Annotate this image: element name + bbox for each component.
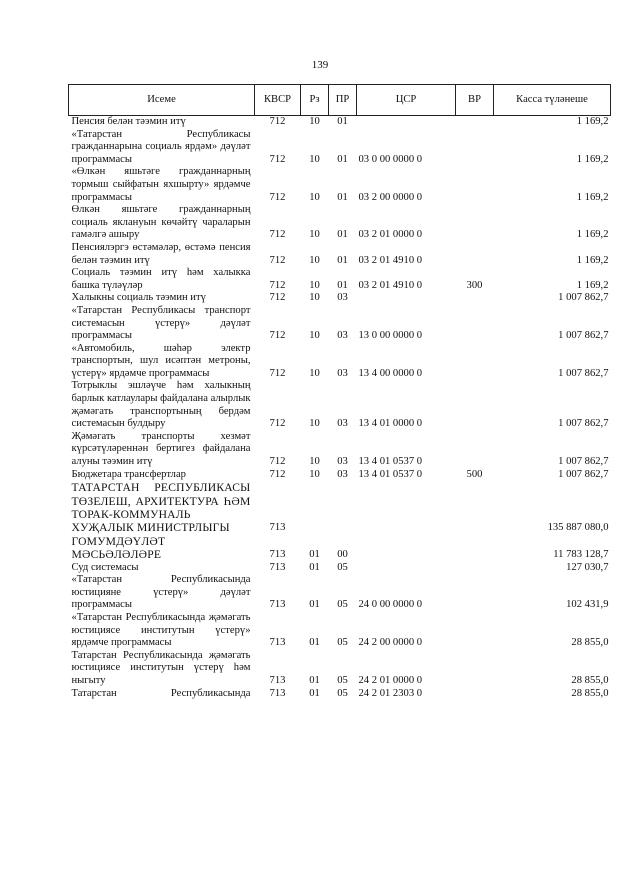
table-row	[69, 688, 611, 701]
cell-rz: 01	[309, 549, 320, 561]
cell-csr	[357, 535, 456, 562]
cell-vr	[456, 166, 494, 204]
cell-amount: 1 169,2	[576, 279, 609, 291]
header-rz: Рз	[301, 85, 329, 116]
cell-name: «Татарстан Республикасында җәмәгать юстициясе институтын үстерү» ярдәмче программасы	[71, 612, 251, 649]
cell-vr	[456, 204, 494, 242]
cell-name: Бюджетара трансфертлар	[71, 468, 186, 480]
header-csr: ЦСР	[357, 85, 456, 116]
cell-vr	[456, 574, 494, 612]
header-pr: ПР	[329, 85, 357, 116]
cell-rz: 10	[309, 367, 320, 379]
cell-kvsr: 712	[269, 153, 286, 165]
cell-csr: 24 2 01 0000 0	[358, 675, 423, 686]
cell-rz: 01	[309, 675, 320, 686]
cell-name: «Татарстан Республикасы гражданнарына социаль ярдәм» дәүләт программасы	[71, 128, 251, 165]
cell-name: «Автомобиль, шәһәр электр транспортын, шул исәптән метроны, үстерү» ярдәмче программасы	[71, 342, 251, 379]
cell-pr	[329, 481, 357, 535]
cell-vr	[456, 242, 494, 267]
cell-name: Суд системасы	[71, 561, 139, 573]
cell-rz: 10	[309, 418, 320, 430]
cell-csr: 24 2 01 2303 0	[358, 687, 423, 699]
table-row	[69, 469, 611, 482]
header-kassa: Касса түләнеше	[494, 85, 611, 116]
cell-name: Пенсия белән тәэмин итү	[71, 116, 186, 127]
table-row	[69, 129, 611, 167]
cell-kvsr: 712	[269, 418, 286, 430]
cell-rz: 01	[309, 599, 320, 611]
cell-name: ТАТАРСТАН РЕСПУБЛИКАСЫ ТӨЗЕЛЕШ, АРХИТЕКТУРА ҺӘМ ТОРАК-КОММУНАЛЬ ХУҖАЛЫК МИНИСТРЛЫГЫ	[71, 481, 251, 535]
cell-csr: 24 0 00 0000 0	[358, 599, 423, 611]
cell-amount: 1 169,2	[576, 229, 609, 241]
table-row	[69, 267, 611, 292]
table-row	[69, 116, 611, 129]
cell-vr	[456, 116, 494, 129]
table-row	[69, 166, 611, 204]
cell-amount: 28 855,0	[571, 675, 609, 686]
cell-rz: 10	[309, 292, 320, 304]
cell-kvsr: 712	[269, 367, 286, 379]
cell-vr: 300	[466, 279, 483, 291]
cell-rz: 01	[309, 637, 320, 649]
table-row	[69, 574, 611, 612]
cell-vr	[456, 481, 494, 535]
cell-amount: 1 169,2	[576, 116, 609, 127]
cell-csr	[357, 292, 456, 305]
cell-pr: 05	[337, 687, 348, 699]
cell-csr: 13 4 01 0000 0	[358, 418, 423, 430]
table-row	[69, 292, 611, 305]
cell-kvsr: 713	[269, 549, 286, 561]
cell-rz: 10	[309, 229, 320, 241]
cell-kvsr: 713	[269, 687, 286, 699]
cell-vr	[456, 688, 494, 701]
cell-pr: 00	[337, 549, 348, 561]
cell-pr: 05	[337, 675, 348, 686]
cell-name: Тотрыклы эшләүче һәм халыкның барлык катлаулары файдалана алырлык җәмәгать транспортының бердәм системасын булдыру	[71, 380, 251, 430]
cell-pr: 03	[337, 456, 348, 468]
cell-kvsr: 713	[269, 675, 286, 686]
cell-vr	[456, 431, 494, 469]
cell-pr: 05	[337, 561, 348, 573]
cell-csr: 13 4 00 0000 0	[358, 367, 423, 379]
cell-kvsr: 712	[269, 330, 286, 342]
cell-csr: 13 4 01 0537 0	[358, 456, 423, 468]
cell-name: ГОМУМДӘҮЛӘТ МӘСЬӘЛӘЛӘРЕ	[71, 534, 166, 562]
cell-vr	[456, 535, 494, 562]
cell-kvsr: 713	[269, 637, 286, 649]
cell-pr: 01	[337, 191, 348, 203]
cell-kvsr: 712	[269, 116, 286, 127]
header-vr: ВР	[456, 85, 494, 116]
cell-kvsr: 712	[269, 292, 286, 304]
cell-amount: 135 887 080,0	[547, 522, 609, 534]
table-row	[69, 481, 611, 535]
cell-name: Халыкны социаль тәэмин итү	[71, 292, 206, 304]
cell-vr	[456, 380, 494, 430]
budget-table	[68, 84, 611, 700]
cell-kvsr: 712	[269, 254, 286, 266]
cell-amount: 28 855,0	[571, 687, 609, 699]
table-row	[69, 431, 611, 469]
cell-csr	[357, 481, 456, 535]
header-name: Исеме	[69, 85, 255, 116]
cell-pr: 01	[337, 254, 348, 266]
cell-kvsr: 712	[269, 229, 286, 241]
cell-pr: 03	[337, 418, 348, 430]
cell-name: Татарстан Республикасында	[71, 687, 251, 699]
cell-csr	[357, 116, 456, 129]
cell-rz: 01	[309, 687, 320, 699]
cell-kvsr: 713	[269, 599, 286, 611]
table-header-row	[69, 85, 611, 116]
cell-kvsr: 712	[269, 279, 286, 291]
cell-pr: 01	[337, 229, 348, 241]
cell-name: Татарстан Республикасында җәмәгать юстициясе институтын үстерү һәм ныгыту	[71, 649, 251, 686]
page-number: 139	[311, 59, 329, 71]
cell-vr: 500	[466, 468, 483, 480]
cell-csr: 03 2 01 4910 0	[358, 279, 423, 291]
cell-pr: 03	[337, 367, 348, 379]
cell-kvsr: 712	[269, 191, 286, 203]
cell-name: Социаль тәэмин итү һәм халыкка башка түләүләр	[71, 267, 251, 291]
table-row	[69, 650, 611, 688]
cell-kvsr: 713	[269, 522, 286, 534]
cell-kvsr: 712	[269, 456, 286, 468]
cell-csr: 03 2 01 4910 0	[358, 254, 423, 266]
cell-pr: 03	[337, 468, 348, 480]
header-kvsr: КВСР	[255, 85, 301, 116]
cell-pr: 05	[337, 637, 348, 649]
cell-amount: 1 007 862,7	[558, 292, 609, 304]
cell-rz: 10	[309, 279, 320, 291]
cell-name: Пенсиялэргэ өстәмәләр, өстәмә пенсия белән тәэмин итү	[71, 241, 251, 266]
table-row	[69, 380, 611, 430]
cell-amount: 11 783 128,7	[553, 549, 609, 561]
cell-kvsr: 712	[269, 468, 286, 480]
cell-rz: 10	[309, 456, 320, 468]
cell-pr: 03	[337, 292, 348, 304]
cell-amount: 1 169,2	[576, 153, 609, 165]
table-body	[69, 116, 611, 701]
cell-name: «Татарстан Республикасы транспорт системасын үстерү» дәүләт программасы	[71, 304, 251, 342]
cell-vr	[456, 292, 494, 305]
cell-rz: 10	[309, 254, 320, 266]
table-row	[69, 535, 611, 562]
cell-csr: 13 4 01 0537 0	[358, 468, 423, 480]
table-row	[69, 612, 611, 650]
cell-amount: 102 431,9	[566, 599, 609, 611]
cell-pr: 01	[337, 116, 348, 127]
cell-amount: 1 007 862,7	[558, 367, 609, 379]
cell-name: «Өлкән яшьтәге гражданнарның тормыш сыйфатын яхшырту» ярдәмче программасы	[71, 166, 251, 203]
cell-rz: 10	[309, 153, 320, 165]
cell-csr: 24 2 00 0000 0	[358, 637, 423, 649]
cell-vr	[456, 650, 494, 688]
cell-rz: 10	[309, 116, 320, 127]
cell-name: Өлкән яшьтәге гражданнарның социаль яклануын көчәйтү чараларын гамәлгә ашыру	[71, 204, 251, 241]
cell-amount: 1 007 862,7	[558, 468, 609, 480]
table-row	[69, 343, 611, 381]
cell-amount: 1 169,2	[576, 254, 609, 266]
cell-pr: 01	[337, 279, 348, 291]
table-row	[69, 204, 611, 242]
cell-rz: 10	[309, 191, 320, 203]
cell-vr	[456, 129, 494, 167]
cell-csr: 03 0 00 0000 0	[358, 153, 423, 165]
cell-vr	[456, 562, 494, 575]
cell-amount: 1 007 862,7	[558, 330, 609, 342]
cell-amount: 28 855,0	[571, 637, 609, 649]
cell-rz	[301, 481, 329, 535]
cell-pr: 03	[337, 330, 348, 342]
cell-amount: 1 169,2	[576, 191, 609, 203]
cell-vr	[456, 343, 494, 381]
cell-vr	[456, 612, 494, 650]
cell-amount: 127 030,7	[566, 561, 609, 573]
table-row	[69, 562, 611, 575]
cell-name: Җәмәгать транспорты хезмәт күрсәтүләреннән бертигез файдалана алуны тәэмин итү	[71, 430, 251, 468]
cell-rz: 10	[309, 468, 320, 480]
cell-amount: 1 007 862,7	[558, 418, 609, 430]
table-row	[69, 305, 611, 343]
cell-csr: 03 2 00 0000 0	[358, 191, 423, 203]
cell-csr	[357, 562, 456, 575]
cell-pr: 05	[337, 599, 348, 611]
cell-rz: 01	[309, 561, 320, 573]
cell-amount: 1 007 862,7	[558, 456, 609, 468]
cell-pr: 01	[337, 153, 348, 165]
table-row	[69, 242, 611, 267]
cell-name: «Татарстан Республикасында юстицияне үстерү» дәүләт программасы	[71, 574, 251, 611]
cell-csr: 13 0 00 0000 0	[358, 330, 423, 342]
cell-vr	[456, 305, 494, 343]
cell-csr: 03 2 01 0000 0	[358, 229, 423, 241]
cell-kvsr: 713	[269, 561, 286, 573]
cell-rz: 10	[309, 330, 320, 342]
